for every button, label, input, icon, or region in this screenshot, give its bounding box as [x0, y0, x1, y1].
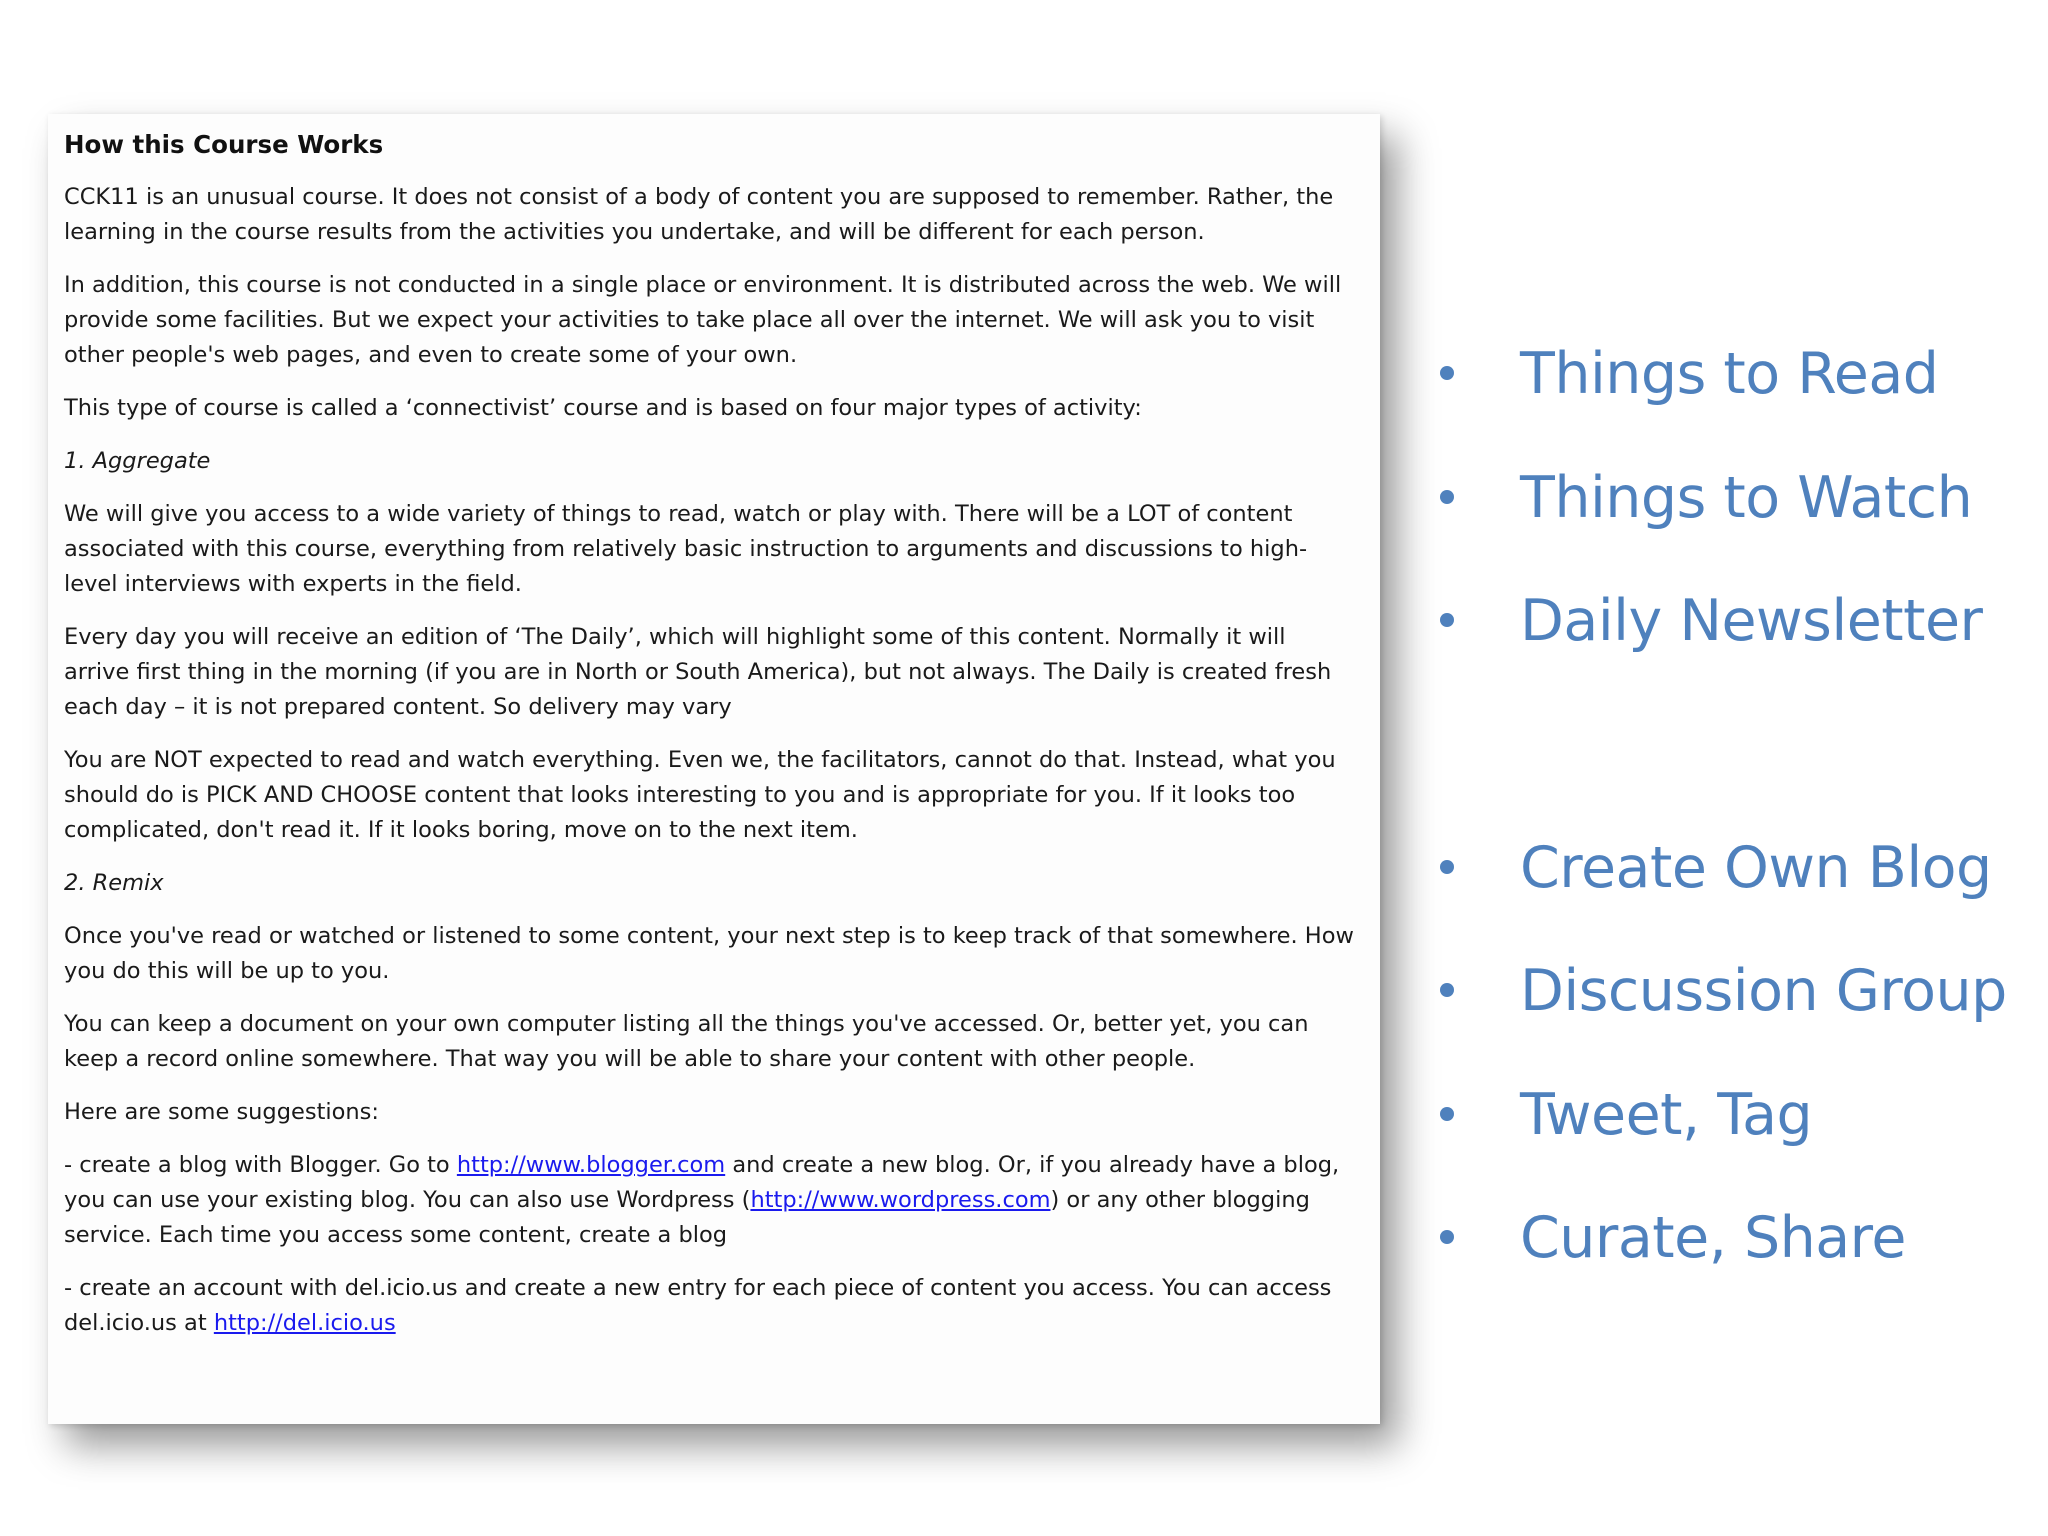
bullet-label: Things to Read	[1520, 341, 1939, 407]
bullet-label: Daily Newsletter	[1520, 588, 1983, 654]
bullet-dot-icon	[1440, 983, 1454, 997]
bullet-item-daily-newsletter	[1440, 588, 2040, 673]
bullet-label: Create Own Blog	[1520, 835, 1992, 901]
bullet-item-tweet-tag	[1440, 1082, 2040, 1167]
bullet-dot-icon	[1440, 1107, 1454, 1121]
bullet-label: Tweet, Tag	[1520, 1082, 1813, 1148]
document-title: How this Course Works	[64, 130, 384, 159]
paragraph-course-type: This type of course is called a ‘connectivist’ course and is based on four major types of activity:	[64, 395, 1142, 421]
blogger-link[interactable]: http://www.blogger.com	[456, 1152, 726, 1178]
bullet-label: Curate, Share	[1520, 1205, 1906, 1271]
paragraph-suggestions: Here are some suggestions:	[64, 1099, 379, 1125]
suggestion-blogger-text-b: and create a new blog. Or, if you already have a blog, you can use your existing blog. You can also use Wordpress (	[64, 1152, 1340, 1213]
bullet-item-create-own-blog	[1440, 835, 2040, 920]
bullet-dot-icon	[1440, 1230, 1454, 1244]
section-heading-remix: 2. Remix	[64, 870, 164, 896]
section-heading-aggregate: 1. Aggregate	[64, 448, 211, 474]
bullet-label: Discussion Group	[1520, 958, 2007, 1024]
wordpress-link[interactable]: http://www.wordpress.com	[750, 1187, 1051, 1213]
paragraph-intro: CCK11 is an unusual course. It does not consist of a body of content you are supposed to remember. Rather, the learning in the course results from the activities you undertake, and will be different for each person.	[64, 184, 1334, 245]
bullet-dot-icon	[1440, 366, 1454, 380]
course-document-screenshot	[48, 114, 1380, 1424]
bullet-label: Things to Watch	[1520, 465, 1973, 531]
paragraph-the-daily: Every day you will receive an edition of ‘The Daily’, which will highlight some of this content. Normally it will arrive first thing in the morning (if you are in North or South America), but not always. The Daily is created fresh each day – it is not prepared content. So delivery may vary	[64, 624, 1332, 720]
bullet-item-things-to-watch	[1440, 465, 2040, 550]
suggestion-delicious-text: - create an account with del.icio.us and create a new entry for each piece of content you access. You can access del.icio.us at	[64, 1275, 1332, 1336]
paragraph-aggregate: We will give you access to a wide variety of things to read, watch or play with. There will be a LOT of content associated with this course, everything from relatively basic instruction to arguments and discussions to high-level interviews with experts in the field.	[64, 501, 1308, 597]
bullet-dot-icon	[1440, 490, 1454, 504]
bullet-dot-icon	[1440, 860, 1454, 874]
suggestion-blogger	[64, 1148, 1356, 1253]
suggestion-blogger-text-c: ) or any other blogging service. Each time you access some content, create a blog	[64, 1187, 1310, 1248]
delicious-link[interactable]: http://del.icio.us	[213, 1310, 396, 1336]
paragraph-keep-record: You can keep a document on your own computer listing all the things you've accessed. Or, better yet, you can keep a record online somewhere. That way you will be able to share your content with other people.	[64, 1011, 1309, 1072]
bullet-item-discussion-group	[1440, 958, 2040, 1043]
bullet-item-things-to-read	[1440, 341, 2040, 426]
paragraph-pick-and-choose: You are NOT expected to read and watch everything. Even we, the facilitators, cannot do that. Instead, what you should do is PICK AND CHOOSE content that looks interesting to you and is appropriate for you. If it looks too complicated, don't read it. If it looks boring, move on to the next item.	[64, 747, 1336, 843]
bullet-dot-icon	[1440, 613, 1454, 627]
paragraph-distributed: In addition, this course is not conducted in a single place or environment. It is distributed across the web. We will provide some facilities. But we expect your activities to take place all over the internet. We will ask you to visit other people's web pages, and even to create some of your own.	[64, 272, 1342, 368]
suggestion-delicious	[64, 1271, 1356, 1341]
suggestion-blogger-text-a: - create a blog with Blogger. Go to	[64, 1152, 457, 1178]
bullet-item-curate-share	[1440, 1205, 2040, 1290]
paragraph-remix: Once you've read or watched or listened to some content, your next step is to keep track of that somewhere. How you do this will be up to you.	[64, 923, 1354, 984]
